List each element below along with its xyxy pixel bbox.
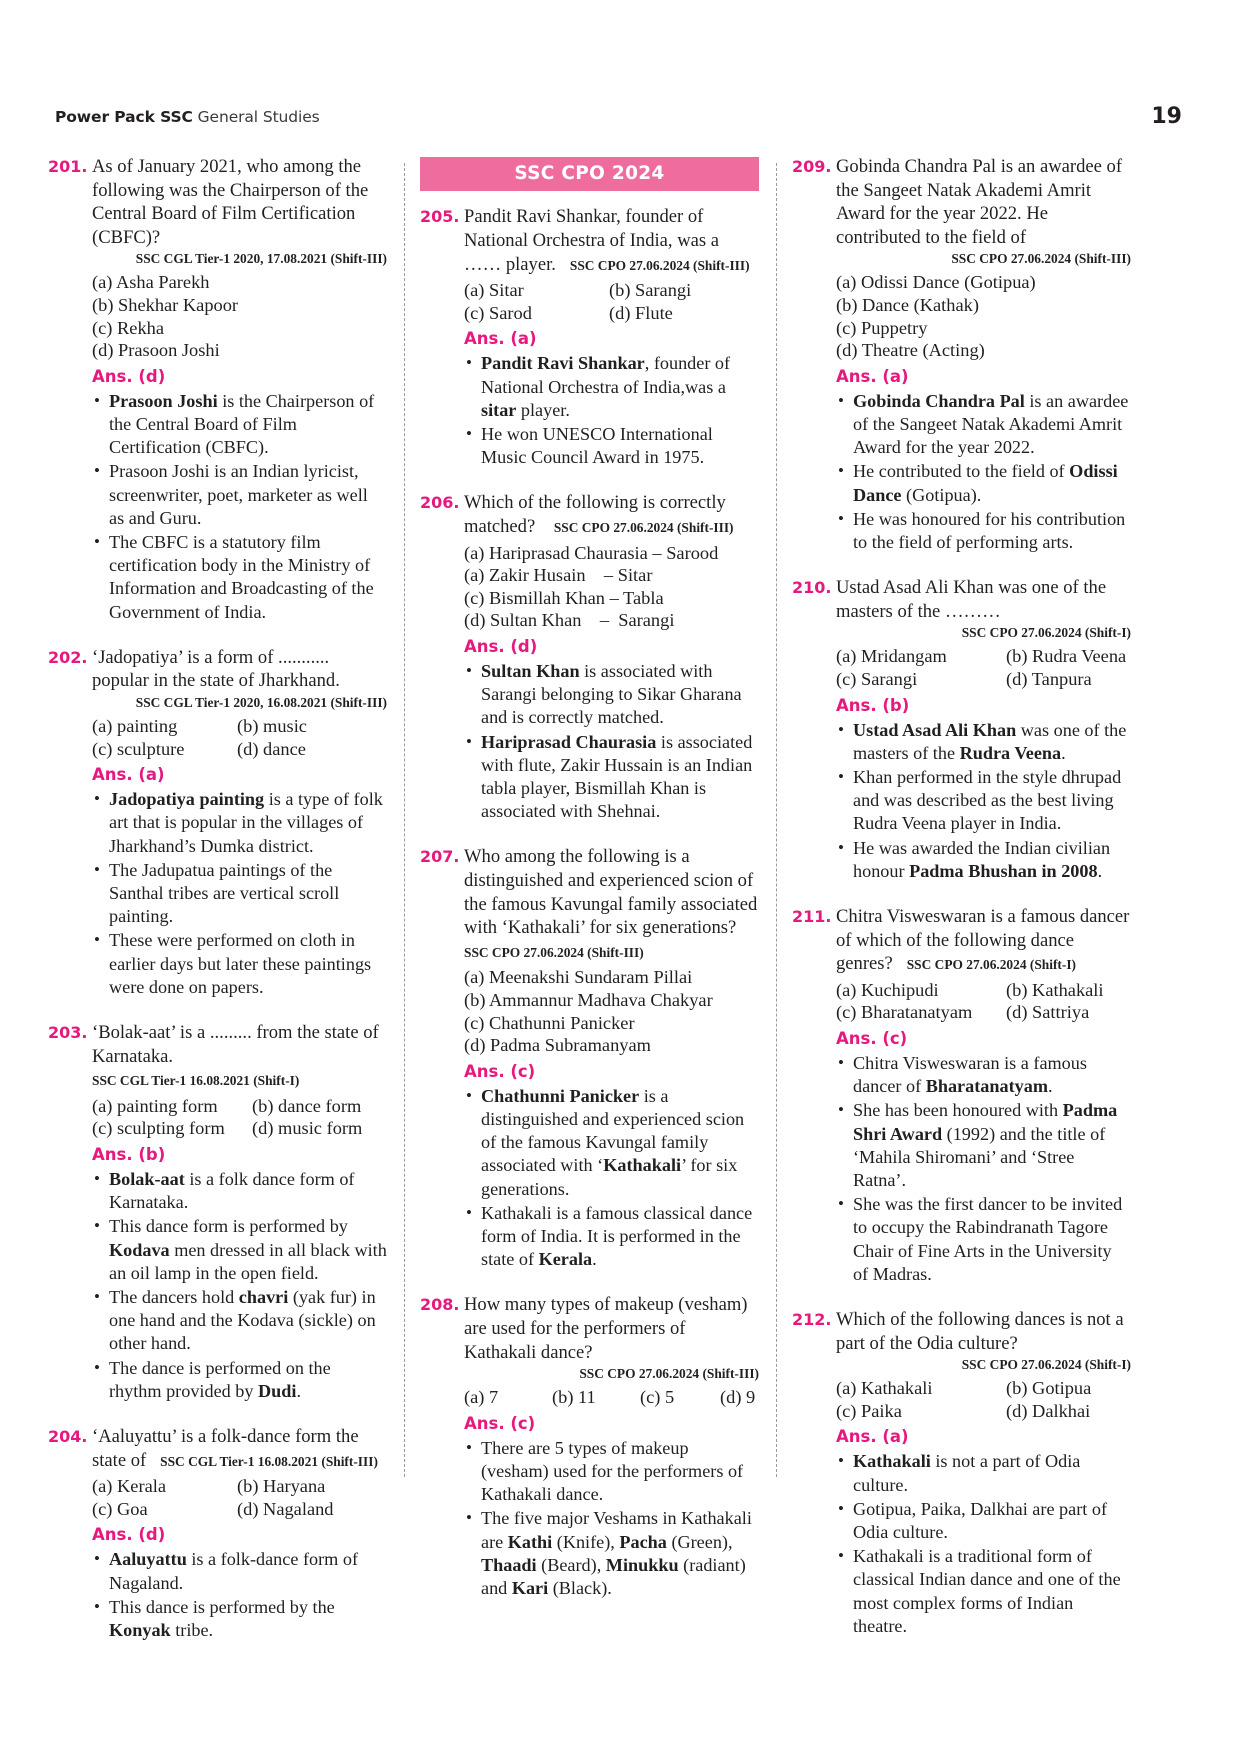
explanation-item: • Kathakali is a famous classical dance form of India. It is performed in the state of Kerala. [464,1202,759,1272]
explanation-item: • Aaluyattu is a folk-dance form of Nagaland. [92,1548,387,1594]
explanation-item: • Prasoon Joshi is the Chairperson of the Central Board of Film Certification (CBFC). [92,390,387,460]
explanation-item: • This dance is performed by the Konyak tribe. [92,1596,387,1642]
question-number: 208. [420,1295,460,1315]
question-text: Who among the following is a distinguished and experienced scion of the famous Kavungal family associated with ‘Kathakali’ for six generations? SSC CPO 27.06.2024 (Shift-III) [464,846,758,960]
explanation-item: • Ustad Asad Ali Khan was one of the masters of the Rudra Veena. [836,719,1131,765]
option-d[interactable]: (d) Padma Subramanyam [464,1035,651,1056]
explanation-item: • There are 5 types of makeup (vesham) used for the performers of Kathakali dance. [464,1437,759,1507]
answer-label: Ans. (c) [464,1061,536,1081]
question-number: 210. [792,578,832,598]
explanation-list [92,390,387,624]
column-2 [420,155,759,1598]
question-source: SSC CGL Tier-1 2020, 16.08.2021 (Shift-III) [135,694,387,710]
explanation-list [836,390,1131,554]
explanation-list [92,1548,387,1642]
option-d[interactable]: (d) Sattriya [1006,1002,1090,1023]
question-text: Gobinda Chandra Pal is an awardee of the Sangeet Natak Akademi Amrit Award for the year 2022. He contributed to the field of [836,156,1123,248]
answer-label: Ans. (b) [92,1144,166,1164]
question-block-205 [420,205,759,479]
answer-label: Ans. (b) [836,695,910,715]
explanation-item: • Jadopatiya painting is a type of folk art that is popular in the villages of Jharkhand’s Dumka district. [92,788,387,858]
question-text: Pandit Ravi Shankar, founder of National Orchestra of India, was a …… player. SSC CPO 27.06.2024 (Shift-III) [464,206,750,275]
column-divider-2 [759,155,792,1485]
explanation-item: • The CBFC is a statutory film certification body in the Ministry of Information and Broadcasting of the Government of India. [92,531,387,624]
answer-label: Ans. (a) [836,366,909,386]
explanation-list [92,1168,387,1403]
question-block-208 [420,1293,759,1610]
option-c[interactable]: (c) Chathunni Panicker [464,1012,635,1033]
explanation-item: • Gotipua, Paika, Dalkhai are part of Odia culture. [836,1498,1131,1544]
explanation-item: • Gobinda Chandra Pal is an awardee of the Sangeet Natak Akademi Amrit Award for the year 2022. [836,390,1131,460]
page-number: 19 [1151,104,1182,129]
explanation-list [836,1450,1131,1638]
option-a[interactable]: (a) Mridangam [836,646,947,667]
option-b[interactable]: (b) Rudra Veena [1006,646,1127,667]
option-b[interactable]: (b) Haryana [237,1476,326,1497]
question-block-204 [48,1425,387,1652]
explanation-item: • These were performed on cloth in earlier days but later these paintings were done on papers. [92,929,387,999]
question-text: ‘Bolak-aat’ is a ......... from the state of Karnataka. SSC CGL Tier-1 16.08.2021 (Shift-I) [92,1021,379,1089]
option-c[interactable]: (c) Puppetry [836,317,928,338]
column-1 [48,155,387,1640]
explanation-item: • The dancers hold chavri (yak fur) in one hand and the Kodava (sickle) on other hand. [92,1286,387,1356]
question-source: SSC CGL Tier-1 2020, 17.08.2021 (Shift-III) [135,251,387,267]
answer-label: Ans. (a) [836,1427,909,1447]
option-d[interactable]: (d) Tanpura [1006,668,1092,689]
explanation-item: • Kathakali is a traditional form of classical Indian dance and one of the most complex forms of Indian theatre. [836,1545,1131,1638]
option-c[interactable]: (c) sculpture [92,738,185,759]
explanation-list [464,1437,759,1600]
option-a[interactable]: (a) Kerala [92,1476,167,1497]
option-a[interactable]: (a) painting form [92,1095,218,1116]
option-a[interactable]: (a) Hariprasad Chaurasia – Sarood [464,542,719,563]
options-list [464,966,759,1056]
option-b[interactable]: (b) Kathakali [1006,979,1104,1000]
option-d[interactable]: (d) Flute [609,302,673,323]
option-b[interactable]: (b) Sarangi [609,280,692,301]
question-block-202 [48,646,387,1009]
explanation-item: • Chitra Visweswaran is a famous dancer of Bharatanatyam. [836,1052,1131,1098]
explanation-list [92,788,387,999]
question-source: SSC CPO 27.06.2024 (Shift-III) [553,520,734,535]
explanation-list [464,352,759,469]
option-c[interactable]: (c) Bharatanatyam [836,1002,973,1023]
option-a[interactable]: (a) Kathakali [836,1378,933,1399]
option-a[interactable]: (a) Odissi Dance (Gotipua) [836,272,1036,293]
question-block-209 [792,155,1131,564]
option-c[interactable]: (c) Sarangi [836,668,918,689]
question-text: Chitra Visweswaran is a famous dancer of which of the following dance genres? SSC CPO 27.06.2024 (Shift-I) [836,905,1130,975]
question-number: 205. [420,207,460,227]
explanation-item: • The five major Veshams in Kathakali are Kathi (Knife), Pacha (Green), Thaadi (Beard), Minukku (radiant) and Kari (Black). [464,1507,759,1600]
option-d[interactable]: (d) dance [237,738,306,759]
explanation-item: • Sultan Khan is associated with Sarangi belonging to Sikar Gharana and is correctly matched. [464,660,759,730]
question-source: SSC CPO 27.06.2024 (Shift-I) [961,1357,1131,1373]
options-list [92,1475,387,1520]
question-text: Which of the following is correctly matched? SSC CPO 27.06.2024 (Shift-III) [464,492,734,537]
question-text: As of January 2021, who among the following was the Chairperson of the Central Board of Film Certification (CBFC)? [92,156,369,248]
question-block-211 [792,905,1131,1296]
answer-label: Ans. (d) [464,636,538,656]
question-source: SSC CPO 27.06.2024 (Shift-III) [951,251,1131,267]
question-number: 211. [792,906,832,926]
answer-label: Ans. (c) [836,1028,908,1048]
options-list [464,1386,759,1409]
explanation-item: • The dance is performed on the rhythm provided by Dudi. [92,1357,387,1403]
explanation-item: • He was awarded the Indian civilian honour Padma Bhushan in 2008. [836,837,1131,883]
section-banner: SSC CPO 2024 [420,157,759,191]
options-list [836,1377,1131,1422]
question-source: SSC CPO 27.06.2024 (Shift-I) [906,957,1076,973]
option-d[interactable]: (d) Dalkhai [1006,1400,1091,1421]
question-number: 204. [48,1426,88,1446]
option-c[interactable]: (c) Bismillah Khan – Tabla [464,587,664,608]
question-text: ‘Aaluyattu’ is a folk-dance form the state of SSC CGL Tier-1 16.08.2021 (Shift-III) [92,1425,378,1471]
answer-label: Ans. (d) [92,366,166,386]
options-list [92,1095,387,1140]
option-b[interactable]: (b) dance form [252,1095,362,1116]
explanation-item: • Chathunni Panicker is a distinguished and experienced scion of the famous Kavungal family associated with ‘Kathakali’ for six generations. [464,1085,759,1201]
explanation-item: • Pandit Ravi Shankar, founder of National Orchestra of India,was a sitar player. [464,352,759,422]
explanation-item: • He was honoured for his contribution to the field of performing arts. [836,508,1131,554]
explanation-item: • Khan performed in the style dhrupad and was described as the best living Rudra Veena player in India. [836,766,1131,836]
column-3 [792,155,1131,1636]
option-c[interactable]: (c) Sarod [464,302,532,323]
explanation-item: • Bolak-aat is a folk dance form of Karnataka. [92,1168,387,1214]
options-list [836,979,1131,1024]
option-d[interactable]: (d) Sultan Khan – Sarangi [464,610,675,631]
explanation-list [836,719,1131,883]
answer-label: Ans. (a) [92,765,165,785]
option-b[interactable]: (b) Dance (Kathak) [836,294,979,315]
question-number: 209. [792,157,832,176]
explanation-item: • He contributed to the field of Odissi Dance (Gotipua). [836,460,1131,506]
answer-label: Ans. (c) [464,1413,536,1433]
option-b[interactable]: (b) music [237,715,307,736]
explanation-item: • He won UNESCO International Music Council Award in 1975. [464,423,759,469]
question-source: SSC CPO 27.06.2024 (Shift-III) [569,257,750,273]
options-list [836,271,1131,361]
question-source: SSC CPO 27.06.2024 (Shift-I) [961,625,1131,641]
question-text: Which of the following dances is not a part of the Odia culture? [836,1308,1124,1354]
explanation-list [464,660,759,823]
option-d[interactable]: (d) Theatre (Acting) [836,340,985,361]
question-block-201 [48,155,387,634]
option-a[interactable]: (a) Meenakshi Sundaram Pillai [464,967,693,988]
answer-label: Ans. (a) [464,329,537,349]
options-list [92,715,387,760]
explanation-list [464,1085,759,1272]
question-number: 206. [420,493,460,513]
column-divider-1 [387,155,420,1485]
option-b[interactable]: (a) Zakir Husain – Sitar [464,565,653,586]
option-d[interactable]: (d) music form [252,1118,363,1139]
option-c[interactable]: (c) Paika [836,1400,902,1421]
question-source: SSC CGL Tier-1 16.08.2021 (Shift-I) [92,1073,300,1089]
option-d[interactable]: (d) Prasoon Joshi [92,340,220,361]
option-a[interactable]: (a) Asha Parekh [92,272,210,293]
options-list [92,271,387,361]
question-block-206 [420,491,759,833]
option-a[interactable]: (a) Kuchipudi [836,979,939,1000]
options-list [836,645,1131,690]
question-text: ‘Jadopatiya’ is a form of ........... popular in the state of Jharkhand. [92,646,340,692]
explanation-item: • The Jadupatua paintings of the Santhal tribes are vertical scroll painting. [92,859,387,929]
question-block-212 [792,1308,1131,1648]
option-b[interactable]: (b) Gotipua [1006,1378,1092,1399]
answer-label: Ans. (d) [92,1525,166,1545]
option-b[interactable]: (b) Ammannur Madhava Chakyar [464,989,713,1010]
option-b[interactable]: (b) Shekhar Kapoor [92,294,239,315]
three-column-layout [48,155,1191,1640]
explanation-item: • Hariprasad Chaurasia is associated with flute, Zakir Hussain is an Indian tabla player, Bismillah Khan is associated with Shehnai. [464,731,759,824]
option-c[interactable]: (c) 5 [640,1387,675,1408]
options-list [464,542,759,632]
explanation-item: • Kathakali is not a part of Odia culture. [836,1450,1131,1496]
question-number: 201. [48,157,88,176]
question-number: 207. [420,847,460,867]
question-block-210 [792,576,1131,893]
question-source: SSC CPO 27.06.2024 (Shift-III) [464,944,644,960]
question-number: 212. [792,1309,832,1329]
explanation-item: • Prasoon Joshi is an Indian lyricist, screenwriter, poet, marketer as well as and Guru. [92,460,387,530]
option-d[interactable]: (d) Nagaland [237,1498,334,1519]
question-source: SSC CGL Tier-1 16.08.2021 (Shift-III) [160,1453,378,1469]
question-text: How many types of makeup (vesham) are used for the performers of Kathakali dance? [464,1294,748,1363]
question-text: Ustad Asad Ali Khan was one of the masters of the ……… [836,577,1107,622]
question-source: SSC CPO 27.06.2024 (Shift-III) [579,1366,759,1382]
question-block-203 [48,1021,387,1413]
option-d[interactable]: (d) 9 [720,1387,756,1408]
question-number: 203. [48,1022,88,1042]
option-c[interactable]: (c) sculpting form [92,1118,225,1139]
explanation-item: • This dance form is performed by Kodava men dressed in all black with an oil lamp in the open field. [92,1215,387,1285]
question-number: 202. [48,647,88,667]
explanation-item: • She was the first dancer to be invited to occupy the Rabindranath Tagore Chair of Fine Arts in the University of Madras. [836,1193,1131,1286]
option-a[interactable]: (a) painting [92,715,178,736]
running-head [55,108,320,126]
option-c[interactable]: (c) Goa [92,1498,148,1519]
running-head-subtitle: General Studies [197,108,320,126]
explanation-list [836,1052,1131,1286]
option-a[interactable]: (a) 7 [464,1387,499,1408]
explanation-item: • She has been honoured with Padma Shri Award (1992) and the title of ‘Mahila Shiromani’ and ‘Stree Ratna’. [836,1099,1131,1192]
option-a[interactable]: (a) Sitar [464,280,524,301]
option-b[interactable]: (b) 11 [552,1387,596,1408]
running-head-brand: Power Pack SSC [55,108,193,126]
options-list [464,279,759,324]
option-c[interactable]: (c) Rekha [92,317,164,338]
question-block-207 [420,845,759,1281]
